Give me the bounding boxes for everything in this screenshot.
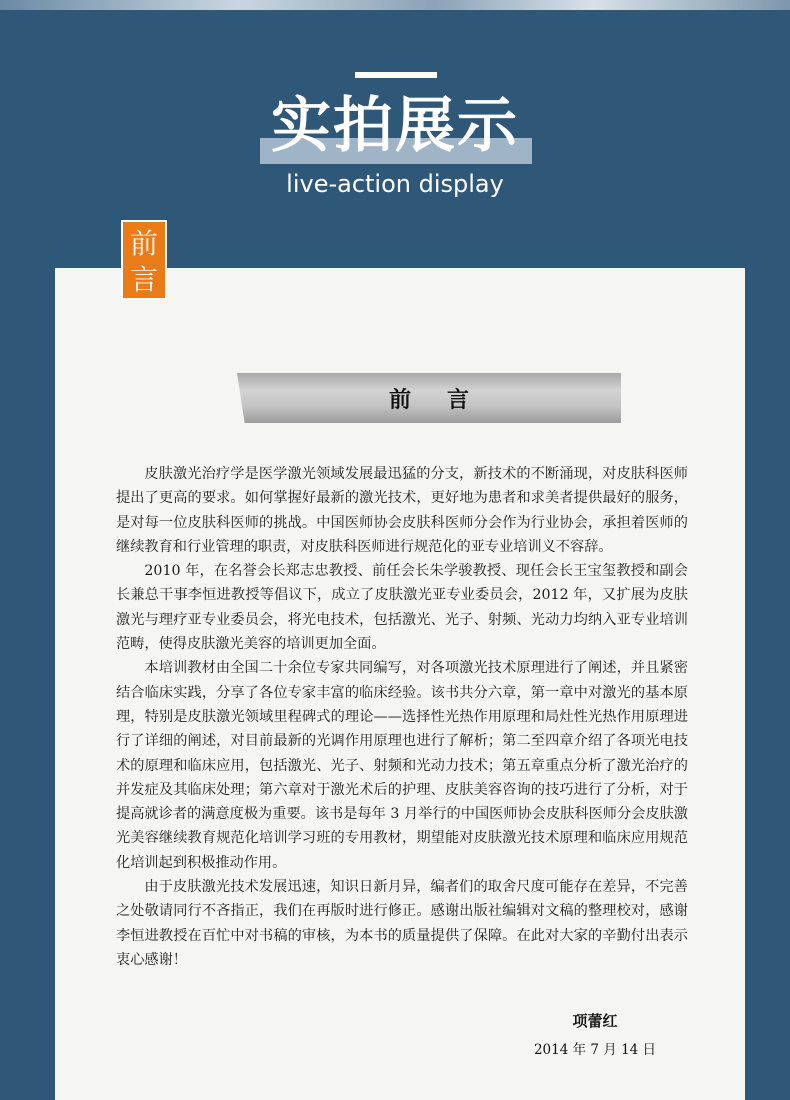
top-decorative-strip	[0, 0, 790, 10]
preface-body	[116, 462, 688, 972]
badge-char-2: 言	[129, 263, 158, 296]
author-signature: 项蕾红	[572, 1012, 618, 1030]
document-heading: 前言	[388, 387, 505, 413]
paragraph-3: 本培训教材由全国二十余位专家共同编写，对各项激光技术原理进行了阐述，并且紧密结合临床实践，分享了各位专家丰富的临床经验。该书共分六章，第一章中对激光的基本原理，特别是皮肤激光领域里程碑式的理论——选择性光热作用原理和局灶性光热作用原理进行了详细的阐述，对目前最新的光调作用原理也进行了解析；第二至四章介绍了各项光电技术的原理和临床应用，包括激光、光子、射频和光动力技术；第五章重点分析了激光治疗的并发症及其临床处理；第六章对于激光术后的护理、皮肤美容咨询的技巧进行了分析，对于提高就诊者的满意度极为重要。该书是每年 3 月举行的中国医师协会皮肤科医师分会皮肤激光美容继续教育规范化培训学习班的专用教材，期望能对皮肤激光技术原理和临床应用规范化培训起到积极推动作用。	[116, 660, 688, 871]
paragraph-2: 2010 年，在名誉会长郑志忠教授、前任会长朱学骏教授、现任会长王宝玺教授和副会长兼总干事李恒进教授等倡议下，成立了皮肤激光亚专业委员会，2012 年，又扩展为皮肤激光与理疗亚专业委员会，将光电技术，包括激光、光子、射频、光动力均纳入亚专业培训范畴，使得皮肤激光美容的培训更加全面。	[116, 563, 688, 653]
section-badge	[121, 220, 167, 300]
badge-char-1: 前	[129, 227, 158, 260]
paragraph-4: 由于皮肤激光技术发展迅速，知识日新月异，编者们的取舍尺度可能存在差异，不完善之处敬请同行不吝指正，我们在再版时进行修正。感谢出版社编辑对文稿的整理校对，感谢李恒进教授在百忙中对书稿的审核，为本书的质量提供了保障。在此对大家的辛勤付出表示衷心感谢！	[116, 879, 688, 968]
title-accent-bar	[355, 72, 437, 78]
page-subtitle: live-action display	[286, 170, 504, 198]
signature-date: 2014 年 7 月 14 日	[533, 1042, 657, 1058]
page-title: 实拍展示	[271, 91, 519, 161]
paragraph-1: 皮肤激光治疗学是医学激光领域发展最迅猛的分支，新技术的不断涌现，对皮肤科医师提出了更高的要求。如何掌握好最新的激光技术，更好地为患者和求美者提供最好的服务，是对每一位皮肤科医师的挑战。中国医师协会皮肤科医师分会作为行业协会，承担着医师的继续教育和行业管理的职责，对皮肤科医师进行规范化的亚专业培训义不容辞。	[116, 466, 688, 555]
